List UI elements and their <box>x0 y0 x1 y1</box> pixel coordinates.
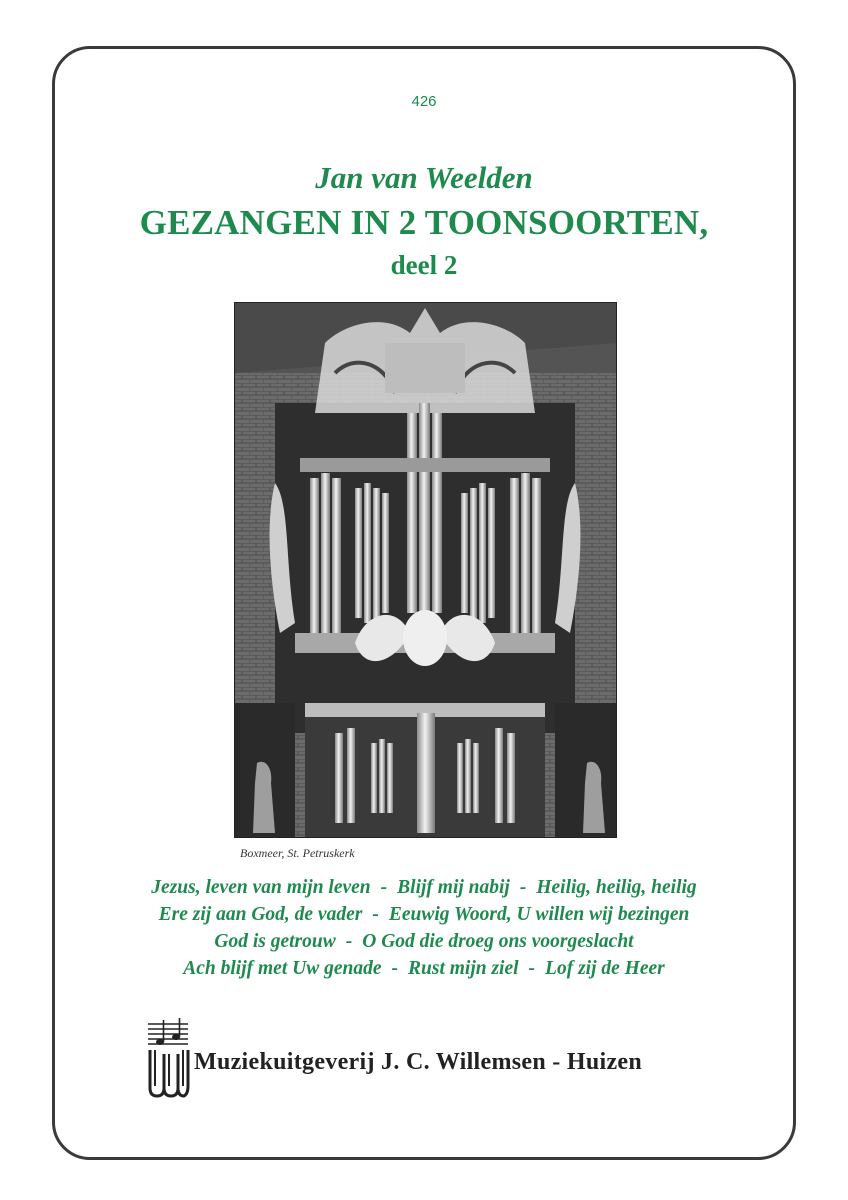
song-title: Jezus, leven van mijn leven <box>151 877 371 898</box>
music-staff-w-logo-icon <box>146 1016 190 1098</box>
song-title: Blijf mij nabij <box>397 877 510 898</box>
catalog-number: 426 <box>411 93 437 110</box>
song-separator: - <box>372 904 379 925</box>
song-title: Ere zij aan God, de vader <box>158 904 363 925</box>
song-title: Lof zij de Heer <box>545 958 665 979</box>
song-separator: - <box>528 958 536 979</box>
song-separator: - <box>380 877 388 898</box>
song-list <box>0 874 848 982</box>
song-title: O God die droeg ons voorgeslacht <box>362 931 634 952</box>
song-title: Ach blijf met Uw genade <box>183 958 382 979</box>
page-title: GEZANGEN IN 2 TOONSOORTEN, <box>139 203 709 242</box>
page-subtitle: deel 2 <box>390 250 458 280</box>
song-title: God is getrouw <box>214 931 336 952</box>
song-title: Eeuwig Woord, U willen wij bezingen <box>388 904 690 925</box>
publisher-name: Muziekuitgeverij J. C. Willemsen - Huizen <box>194 1049 643 1075</box>
song-separator: - <box>345 931 353 952</box>
song-line <box>0 874 848 901</box>
song-title: Rust mijn ziel <box>408 958 519 979</box>
song-line <box>0 901 848 928</box>
song-separator: - <box>519 877 527 898</box>
song-line <box>0 955 848 982</box>
song-separator: - <box>391 958 398 979</box>
composer-name: Jan van Weelden <box>315 160 533 195</box>
organ-photo <box>234 302 617 838</box>
photo-caption: Boxmeer, St. Petruskerk <box>240 846 355 860</box>
song-title: Heilig, heilig, heilig <box>536 877 697 898</box>
song-line <box>0 928 848 955</box>
publisher-block <box>146 1016 642 1098</box>
